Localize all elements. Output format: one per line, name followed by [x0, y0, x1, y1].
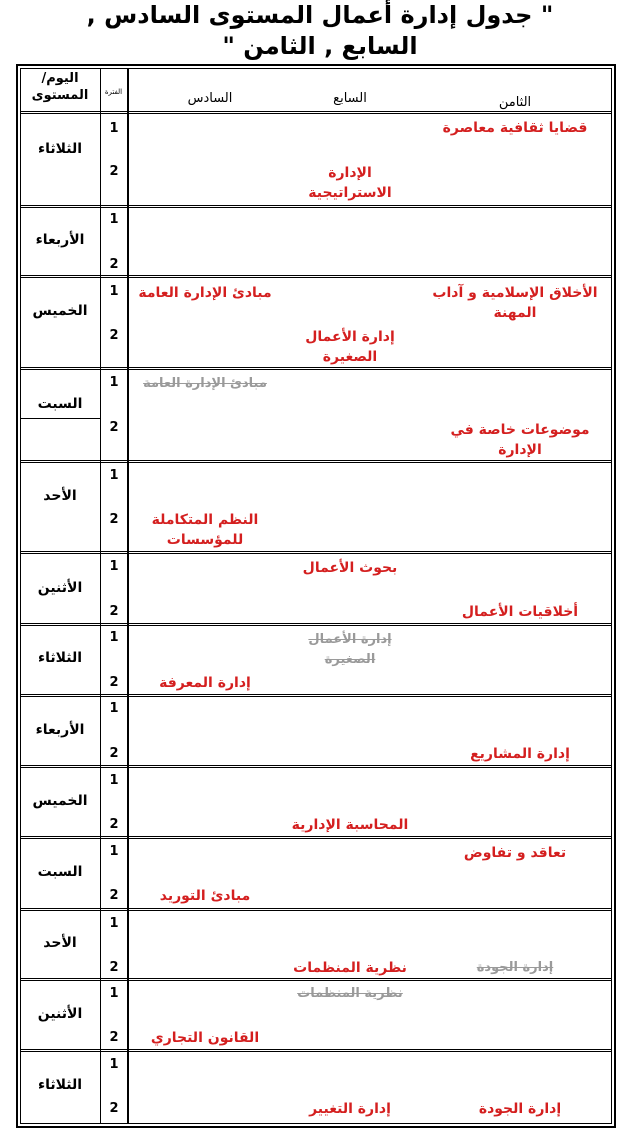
- day-label: الثلاثاء: [37, 141, 83, 157]
- day-label: الأثنين: [37, 580, 83, 596]
- row-divider: [20, 765, 612, 768]
- period-1: 1: [109, 916, 119, 931]
- period-2: 2: [109, 960, 119, 975]
- day-label: الأثنين: [37, 1006, 83, 1022]
- col-divider-day: [100, 68, 101, 1124]
- period-1: 1: [109, 701, 119, 716]
- course-cell: إدارة التغيير: [309, 1101, 391, 1117]
- period-1: 1: [109, 844, 119, 859]
- period-1: 1: [109, 212, 119, 227]
- course-cell-cancelled: إدارة الجودة: [476, 960, 554, 975]
- course-cell: إدارة المعرفة: [159, 675, 251, 691]
- course-cell-cancelled: نظرية المنظمات: [297, 986, 403, 1001]
- period-1: 1: [109, 559, 119, 574]
- header-level-6: السادس: [187, 91, 233, 106]
- day-label: الأربعاء: [35, 232, 85, 248]
- header-divider: [20, 111, 612, 114]
- course-cell: النظم المتكاملة للمؤسسات: [151, 512, 259, 548]
- day-label: الأحد: [43, 935, 77, 951]
- row-divider: [20, 1049, 612, 1052]
- row-divider: [20, 978, 612, 981]
- course-cell: أخلاقيات الأعمال: [461, 604, 579, 620]
- period-2: 2: [109, 746, 119, 761]
- course-cell: نظرية المنظمات: [293, 960, 407, 976]
- row-divider: [20, 694, 612, 697]
- row-divider: [20, 836, 612, 839]
- page-title-line1: " جدول إدارة أعمال المستوى السادس ,: [86, 1, 554, 29]
- row-divider: [20, 460, 612, 463]
- day-label: الأحد: [43, 488, 77, 504]
- period-2: 2: [109, 1030, 119, 1045]
- period-1: 1: [109, 630, 119, 645]
- course-cell: إدارة الجودة: [478, 1101, 562, 1117]
- header-level-8: الثامن: [498, 95, 532, 110]
- day-label: الثلاثاء: [37, 650, 83, 666]
- day-label: الثلاثاء: [37, 1077, 83, 1093]
- course-cell: القانون التجاري: [150, 1030, 260, 1046]
- header-level-7: السابع: [333, 91, 367, 106]
- row-divider: [20, 908, 612, 911]
- period-1: 1: [109, 284, 119, 299]
- col-divider-period: [127, 68, 129, 1124]
- period-2: 2: [109, 164, 119, 179]
- course-cell: الأخلاق الإسلامية و آداب المهنة: [432, 285, 598, 321]
- period-2: 2: [109, 420, 119, 435]
- course-cell: تعاقد و تفاوض: [463, 845, 567, 861]
- row-divider: [20, 623, 612, 626]
- course-cell: مبادئ التوريد: [159, 888, 251, 904]
- period-2: 2: [109, 675, 119, 690]
- period-2: 2: [109, 1101, 119, 1116]
- period-1: 1: [109, 986, 119, 1001]
- header-day-level: اليوم/ المستوى: [31, 71, 89, 103]
- course-cell: مبادئ الإدارة العامة: [138, 285, 272, 301]
- course-cell: قضايا ثقافية معاصرة: [442, 120, 588, 136]
- header-period: الفترة: [104, 88, 123, 96]
- day-label: الخميس: [32, 793, 88, 809]
- row-divider: [20, 367, 612, 370]
- period-2: 2: [109, 888, 119, 903]
- course-cell: إدارة الأعمال الصغيرة: [305, 329, 395, 365]
- course-cell: المحاسبة الإدارية: [291, 817, 409, 833]
- period-1: 1: [109, 375, 119, 390]
- course-cell: إدارة المشاريع: [470, 746, 570, 762]
- page-title-line2: السابع , الثامن ": [222, 32, 418, 60]
- row-divider: [20, 275, 612, 278]
- period-1: 1: [109, 773, 119, 788]
- period-2: 2: [109, 257, 119, 272]
- day-label: الأربعاء: [35, 722, 85, 738]
- course-cell: الإدارة الاستراتيجية: [308, 165, 392, 201]
- row-subdivider: [20, 418, 100, 419]
- row-divider: [20, 551, 612, 554]
- course-cell-cancelled: مبادئ الإدارة العامة: [143, 376, 267, 391]
- course-cell: موضوعات خاصة في الإدارة: [450, 422, 590, 458]
- period-1: 1: [109, 121, 119, 136]
- course-cell-cancelled: إدارة الأعمال الصغيرة: [308, 632, 392, 667]
- course-cell: بحوث الأعمال: [302, 560, 398, 576]
- day-label: السبت: [37, 864, 83, 880]
- period-2: 2: [109, 604, 119, 619]
- day-label: الخميس: [32, 303, 88, 319]
- row-divider: [20, 205, 612, 208]
- period-1: 1: [109, 468, 119, 483]
- period-2: 2: [109, 817, 119, 832]
- day-label: السبت: [37, 396, 83, 412]
- period-1: 1: [109, 1057, 119, 1072]
- period-2: 2: [109, 512, 119, 527]
- period-2: 2: [109, 328, 119, 343]
